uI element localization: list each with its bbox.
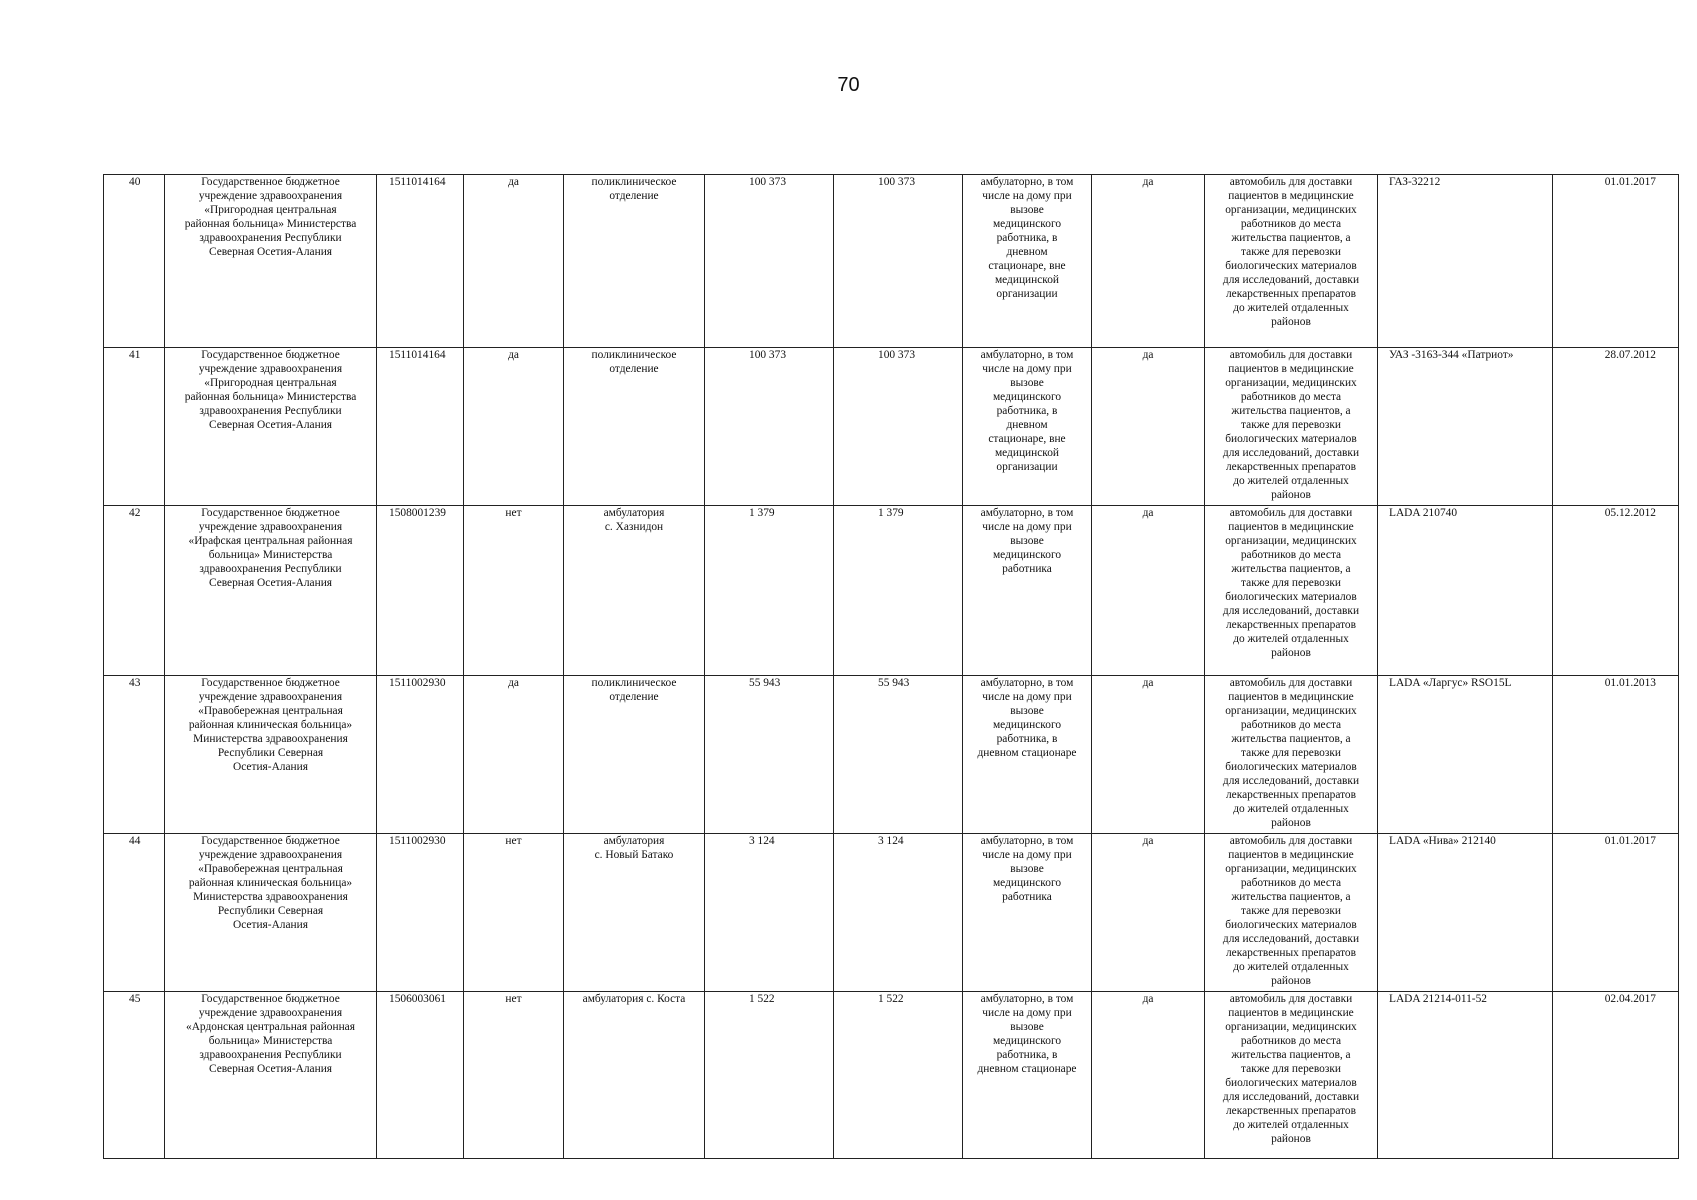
flag-primary: да bbox=[464, 348, 564, 506]
inn-code: 1511002930 bbox=[377, 676, 464, 834]
row-index: 41 bbox=[104, 348, 165, 506]
value-primary: 1 379 bbox=[705, 506, 834, 676]
row-index: 45 bbox=[104, 992, 165, 1159]
flag-primary: да bbox=[464, 175, 564, 348]
table-body bbox=[104, 175, 1679, 1159]
flag-secondary: да bbox=[1092, 676, 1205, 834]
care-conditions: амбулаторно, в том числе на дому при вызове медицинского работника, в дневном стационаре, вне медицинской организации bbox=[963, 175, 1092, 348]
page-number: 70 bbox=[837, 74, 860, 96]
flag-secondary: да bbox=[1092, 834, 1205, 992]
vehicle-purpose: автомобиль для доставки пациентов в медицинские организации, медицинских работников до места жительства пациентов, а также для перевозки биологических материалов для исследований, доставки лекарственных препаратов до жителей отдаленных районов bbox=[1205, 992, 1378, 1159]
care-conditions: амбулаторно, в том числе на дому при вызове медицинского работника, в дневном стационаре bbox=[963, 676, 1092, 834]
vehicle-purpose: автомобиль для доставки пациентов в медицинские организации, медицинских работников до места жительства пациентов, а также для перевозки биологических материалов для исследований, доставки лекарственных препаратов до жителей отдаленных районов bbox=[1205, 834, 1378, 992]
flag-secondary: да bbox=[1092, 506, 1205, 676]
value-secondary: 1 522 bbox=[834, 992, 963, 1159]
value-primary: 1 522 bbox=[705, 992, 834, 1159]
inn-code: 1511014164 bbox=[377, 348, 464, 506]
row-index: 44 bbox=[104, 834, 165, 992]
value-secondary: 3 124 bbox=[834, 834, 963, 992]
unit-name: поликлиническое отделение bbox=[564, 676, 705, 834]
vehicle-model: LADA «Нива» 212140 bbox=[1378, 834, 1553, 992]
vehicle-model: ГАЗ-32212 bbox=[1378, 175, 1553, 348]
unit-name: поликлиническое отделение bbox=[564, 348, 705, 506]
unit-name: амбулатория с. Коста bbox=[564, 992, 705, 1159]
unit-name: амбулатория с. Новый Батако bbox=[564, 834, 705, 992]
vehicle-purpose: автомобиль для доставки пациентов в медицинские организации, медицинских работников до места жительства пациентов, а также для перевозки биологических материалов для исследований, доставки лекарственных препаратов до жителей отдаленных районов bbox=[1205, 676, 1378, 834]
flag-primary: нет bbox=[464, 992, 564, 1159]
unit-name: поликлиническое отделение bbox=[564, 175, 705, 348]
flag-primary: нет bbox=[464, 834, 564, 992]
table-row bbox=[104, 348, 1679, 506]
value-primary: 55 943 bbox=[705, 676, 834, 834]
value-primary: 3 124 bbox=[705, 834, 834, 992]
value-secondary: 1 379 bbox=[834, 506, 963, 676]
organization-name: Государственное бюджетное учреждение здравоохранения «Ирафская центральная районная больница» Министерства здравоохранения Республики Северная Осетия-Алания bbox=[165, 506, 377, 676]
care-conditions: амбулаторно, в том числе на дому при вызове медицинского работника bbox=[963, 834, 1092, 992]
value-secondary: 100 373 bbox=[834, 175, 963, 348]
row-index: 43 bbox=[104, 676, 165, 834]
vehicle-date: 05.12.2012 bbox=[1553, 506, 1679, 676]
vehicle-date: 01.01.2017 bbox=[1553, 834, 1679, 992]
vehicle-model: УАЗ -3163-344 «Патриот» bbox=[1378, 348, 1553, 506]
vehicle-purpose: автомобиль для доставки пациентов в медицинские организации, медицинских работников до места жительства пациентов, а также для перевозки биологических материалов для исследований, доставки лекарственных препаратов до жителей отдаленных районов bbox=[1205, 175, 1378, 348]
vehicle-allocation-table bbox=[103, 174, 1679, 1159]
flag-primary: нет bbox=[464, 506, 564, 676]
vehicle-purpose: автомобиль для доставки пациентов в медицинские организации, медицинских работников до места жительства пациентов, а также для перевозки биологических материалов для исследований, доставки лекарственных препаратов до жителей отдаленных районов bbox=[1205, 348, 1378, 506]
table-row bbox=[104, 992, 1679, 1159]
vehicle-model: LADA 21214-011-52 bbox=[1378, 992, 1553, 1159]
inn-code: 1506003061 bbox=[377, 992, 464, 1159]
vehicle-model: LADA «Ларгус» RSO15L bbox=[1378, 676, 1553, 834]
value-secondary: 55 943 bbox=[834, 676, 963, 834]
organization-name: Государственное бюджетное учреждение здравоохранения «Правобережная центральная районная клиническая больница» Министерства здравоохранения Республики Северная Осетия-Алания bbox=[165, 834, 377, 992]
flag-secondary: да bbox=[1092, 348, 1205, 506]
organization-name: Государственное бюджетное учреждение здравоохранения «Пригородная центральная районная больница» Министерства здравоохранения Республики Северная Осетия-Алания bbox=[165, 175, 377, 348]
value-primary: 100 373 bbox=[705, 175, 834, 348]
care-conditions: амбулаторно, в том числе на дому при вызове медицинского работника, в дневном стационаре, вне медицинской организации bbox=[963, 348, 1092, 506]
table-row bbox=[104, 506, 1679, 676]
vehicle-purpose: автомобиль для доставки пациентов в медицинские организации, медицинских работников до места жительства пациентов, а также для перевозки биологических материалов для исследований, доставки лекарственных препаратов до жителей отдаленных районов bbox=[1205, 506, 1378, 676]
row-index: 40 bbox=[104, 175, 165, 348]
inn-code: 1511014164 bbox=[377, 175, 464, 348]
organization-name: Государственное бюджетное учреждение здравоохранения «Пригородная центральная районная больница» Министерства здравоохранения Республики Северная Осетия-Алания bbox=[165, 348, 377, 506]
vehicle-date: 01.01.2013 bbox=[1553, 676, 1679, 834]
unit-name: амбулатория с. Хазнидон bbox=[564, 506, 705, 676]
inn-code: 1511002930 bbox=[377, 834, 464, 992]
value-primary: 100 373 bbox=[705, 348, 834, 506]
vehicle-date: 01.01.2017 bbox=[1553, 175, 1679, 348]
table-row bbox=[104, 834, 1679, 992]
flag-secondary: да bbox=[1092, 175, 1205, 348]
vehicle-model: LADA 210740 bbox=[1378, 506, 1553, 676]
inn-code: 1508001239 bbox=[377, 506, 464, 676]
value-secondary: 100 373 bbox=[834, 348, 963, 506]
flag-secondary: да bbox=[1092, 992, 1205, 1159]
vehicle-date: 28.07.2012 bbox=[1553, 348, 1679, 506]
table-row bbox=[104, 676, 1679, 834]
organization-name: Государственное бюджетное учреждение здравоохранения «Правобережная центральная районная клиническая больница» Министерства здравоохранения Республики Северная Осетия-Алания bbox=[165, 676, 377, 834]
care-conditions: амбулаторно, в том числе на дому при вызове медицинского работника, в дневном стационаре bbox=[963, 992, 1092, 1159]
vehicle-date: 02.04.2017 bbox=[1553, 992, 1679, 1159]
flag-primary: да bbox=[464, 676, 564, 834]
organization-name: Государственное бюджетное учреждение здравоохранения «Ардонская центральная районная больница» Министерства здравоохранения Республики Северная Осетия-Алания bbox=[165, 992, 377, 1159]
table-row bbox=[104, 175, 1679, 348]
row-index: 42 bbox=[104, 506, 165, 676]
care-conditions: амбулаторно, в том числе на дому при вызове медицинского работника bbox=[963, 506, 1092, 676]
